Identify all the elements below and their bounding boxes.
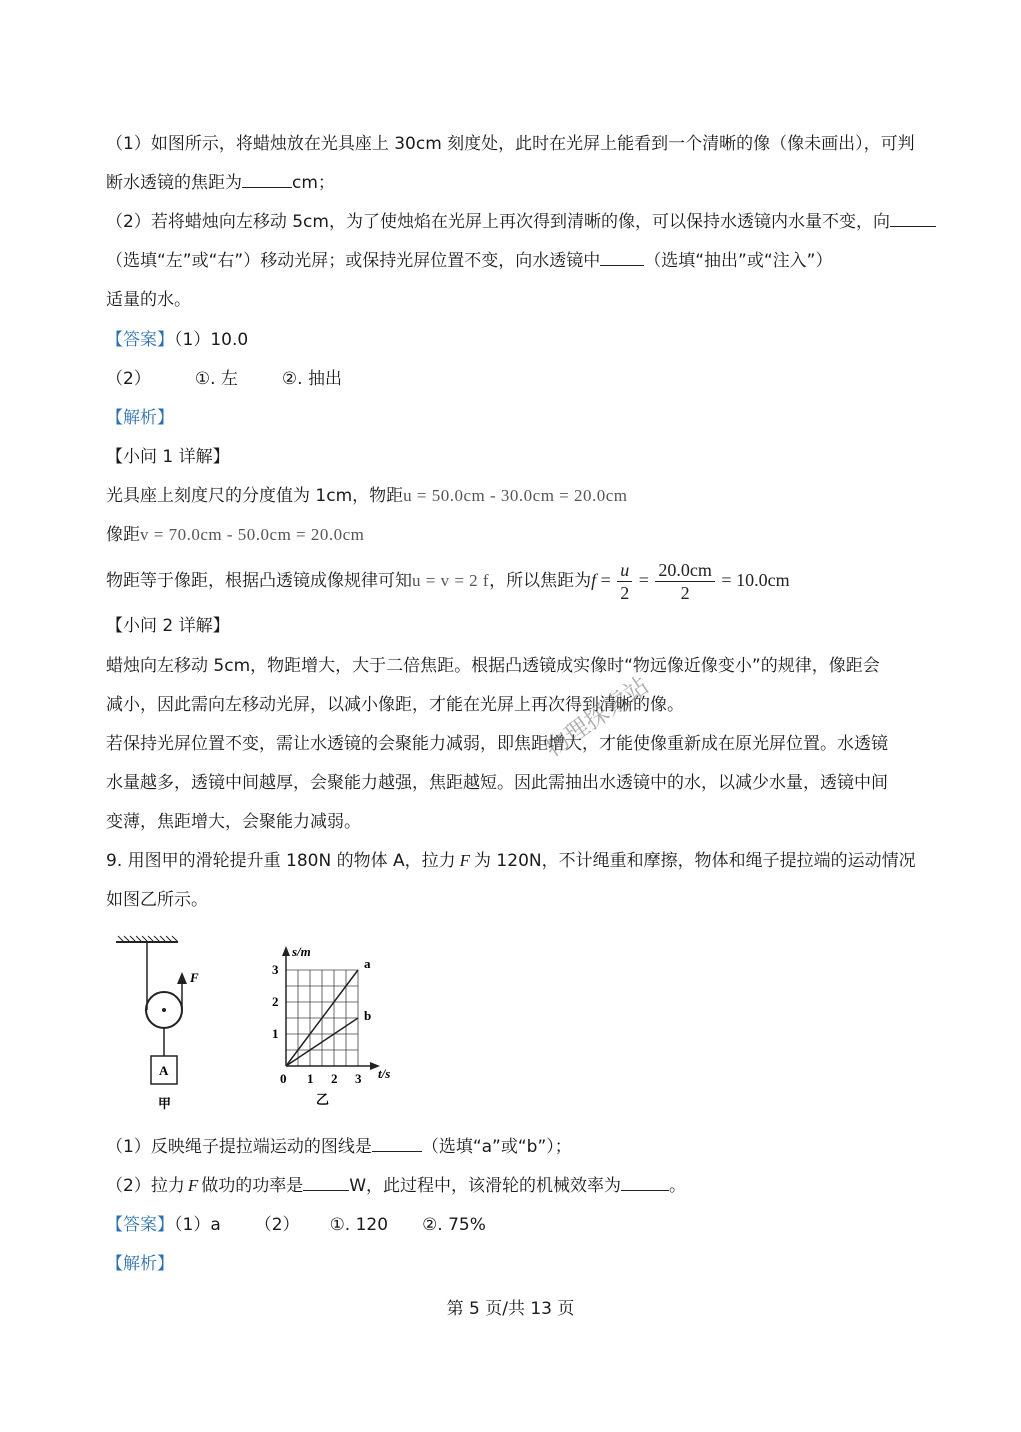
q2-line2 bbox=[106, 250, 832, 272]
q2-line2-option: （选填“抽出”或“注入”） bbox=[644, 251, 833, 271]
sub1-heading: 【小问 1 详解】 bbox=[106, 447, 230, 467]
series-label-a: a bbox=[364, 956, 371, 971]
q9-line1-text: 9. 用图甲的滑轮提升重 180N 的物体 A，拉力 bbox=[106, 851, 456, 871]
y-tick-label: 3 bbox=[272, 962, 279, 977]
y-tick-label: 1 bbox=[272, 1026, 279, 1041]
fraction-u-over-2 bbox=[617, 559, 632, 604]
analysis-tag-2: 【解析】 bbox=[106, 1254, 174, 1274]
sub1-line2-text: 像距 bbox=[106, 525, 140, 545]
q2-line3: 适量的水。 bbox=[106, 290, 191, 310]
answer-8-part1: （1）10.0 bbox=[174, 330, 249, 350]
blank-screen-direction bbox=[890, 212, 936, 227]
sub2-line3: 若保持光屏位置不变，需让水透镜的会聚能力减弱，即焦距增大，才能使像重新成在原光屏位置。水透镜 bbox=[106, 734, 888, 754]
equals-sign-2: = bbox=[638, 570, 649, 590]
x-tick-label: 3 bbox=[355, 1071, 362, 1086]
analysis-tag: 【解析】 bbox=[106, 408, 174, 428]
answer-8-option2: ②. 抽出 bbox=[281, 369, 342, 389]
q9-part2-text3: W，此过程中，该滑轮的机械效率为 bbox=[349, 1176, 622, 1196]
q1-line2 bbox=[106, 172, 335, 194]
answer-9-part1: （1）a bbox=[174, 1215, 221, 1235]
blank-efficiency bbox=[621, 1176, 669, 1191]
x-tick-label: 2 bbox=[331, 1071, 338, 1086]
answer-9 bbox=[106, 1214, 486, 1236]
series-label-b: b bbox=[364, 1008, 372, 1023]
q1-line2-text: 断水透镜的焦距为 bbox=[106, 173, 242, 193]
sub2-line1: 蜡烛向左移动 5cm，物距增大，大于二倍焦距。根据凸透镜成实像时“物远像近像变小”的规律，像距会 bbox=[106, 656, 880, 676]
x-axis-label: t/s bbox=[378, 1066, 391, 1081]
equal-distance-formula: u = v = 2 f bbox=[412, 571, 490, 590]
sub1-line3 bbox=[106, 556, 790, 604]
answer-8-part2 bbox=[106, 368, 342, 390]
object-distance-formula: u = 50.0cm - 30.0cm = 20.0cm bbox=[403, 486, 628, 505]
sub1-line1 bbox=[106, 485, 628, 507]
fraction-denominator-value: 2 bbox=[680, 583, 690, 604]
q1-line1: （1）如图所示，将蜡烛放在光具座上 30cm 刻度处，此时在光屏上能看到一个清晰的像（像未画出），可判 bbox=[106, 134, 915, 154]
answer-9-option2: ②. 75% bbox=[422, 1215, 486, 1235]
st-graph bbox=[258, 940, 408, 1110]
answer-8-part2-label: （2） bbox=[106, 369, 151, 389]
answer-8-option1: ①. 左 bbox=[194, 369, 238, 389]
focal-length-result: = 10.0cm bbox=[721, 570, 790, 590]
page-footer: 第 5 页/共 13 页 bbox=[446, 1299, 575, 1319]
x-tick-label: 0 bbox=[280, 1071, 287, 1086]
sub2-heading: 【小问 2 详解】 bbox=[106, 616, 230, 636]
y-tick-label: 2 bbox=[272, 994, 279, 1009]
blank-focal-length bbox=[242, 173, 292, 188]
q9-line1-text2: 为 120N，不计绳重和摩擦，物体和绳子提拉端的运动情况 bbox=[474, 851, 916, 871]
q9-part2-text2: 做功的功率是 bbox=[201, 1176, 304, 1196]
answer-9-option1: ①. 120 bbox=[329, 1215, 389, 1235]
x-tick-labels bbox=[280, 1071, 362, 1086]
q2-line1-text: （2）若将蜡烛向左移动 5cm，为了使烛焰在光屏上再次得到清晰的像，可以保持水透镜内水量不变，向 bbox=[106, 212, 890, 232]
blank-water-action bbox=[600, 251, 644, 266]
q9-line1 bbox=[106, 850, 916, 872]
fraction-value bbox=[655, 559, 715, 604]
q2-line2-text: （选填“左”或“右”）移动光屏；或保持光屏位置不变，向水透镜中 bbox=[106, 251, 601, 271]
q9-part2-force-symbol: F bbox=[187, 1176, 199, 1195]
q1-line2-unit: cm； bbox=[292, 173, 335, 193]
pulley-figure bbox=[108, 932, 208, 1114]
q9-line2: 如图乙所示。 bbox=[106, 890, 208, 910]
y-axis-label: s/m bbox=[292, 944, 311, 959]
symbol-f: f bbox=[591, 570, 597, 590]
q9-part1 bbox=[106, 1136, 572, 1158]
y-axis-arrow-icon bbox=[282, 946, 290, 956]
sub1-line2 bbox=[106, 524, 364, 546]
q9-part1-option: （选填“a”或“b”）； bbox=[421, 1137, 572, 1157]
series-lines bbox=[286, 956, 371, 1066]
sub2-line4: 水量越多，透镜中间越厚，会聚能力越强，焦距越短。因此需抽出水透镜中的水，以减少水量，透镜中间 bbox=[106, 773, 888, 793]
watermark: 物理探索站 bbox=[539, 671, 654, 763]
answer-8 bbox=[106, 329, 248, 351]
equals-sign-1: = bbox=[600, 570, 611, 590]
sub1-line3-text2: ，所以焦距为 bbox=[489, 571, 592, 591]
pulley-axle bbox=[162, 1008, 166, 1012]
jia-caption: 甲 bbox=[158, 1096, 172, 1111]
yi-caption: 乙 bbox=[316, 1092, 330, 1107]
q9-force-symbol: F bbox=[459, 851, 471, 870]
q9-part1-text: （1）反映绳子提拉端运动的图线是 bbox=[106, 1137, 372, 1157]
focal-length-formula bbox=[591, 560, 790, 604]
q9-part2 bbox=[106, 1175, 686, 1197]
fraction-numerator-value: 20.0cm bbox=[655, 559, 715, 582]
answer-9-tag: 【答案】 bbox=[106, 1215, 174, 1235]
image-distance-formula: v = 70.0cm - 50.0cm = 20.0cm bbox=[140, 525, 365, 544]
force-arrow-icon bbox=[177, 972, 187, 984]
sub2-line2: 减小，因此需向左移动光屏，以减小像距，才能在光屏上再次得到清晰的像。 bbox=[106, 695, 684, 715]
fraction-numerator-u: u bbox=[617, 559, 632, 582]
q2-line1 bbox=[106, 211, 936, 233]
q9-part2-end: 。 bbox=[669, 1176, 687, 1196]
y-tick-labels bbox=[272, 962, 279, 1041]
force-label: F bbox=[190, 970, 199, 985]
blank-power bbox=[303, 1176, 349, 1191]
blank-line-choice bbox=[372, 1137, 422, 1152]
answer-tag: 【答案】 bbox=[106, 330, 174, 350]
x-tick-label: 1 bbox=[307, 1071, 314, 1086]
q9-part2-text: （2）拉力 bbox=[106, 1176, 185, 1196]
sub2-line5: 变薄，焦距增大，会聚能力减弱。 bbox=[106, 812, 361, 832]
sub1-line1-text: 光具座上刻度尺的分度值为 1cm，物距 bbox=[106, 486, 404, 506]
sub1-line3-text: 物距等于像距，根据凸透镜成像规律可知 bbox=[106, 571, 412, 591]
answer-9-part2-label: （2） bbox=[254, 1215, 300, 1235]
block-label: A bbox=[159, 1063, 169, 1078]
fraction-denominator-2: 2 bbox=[620, 583, 630, 604]
